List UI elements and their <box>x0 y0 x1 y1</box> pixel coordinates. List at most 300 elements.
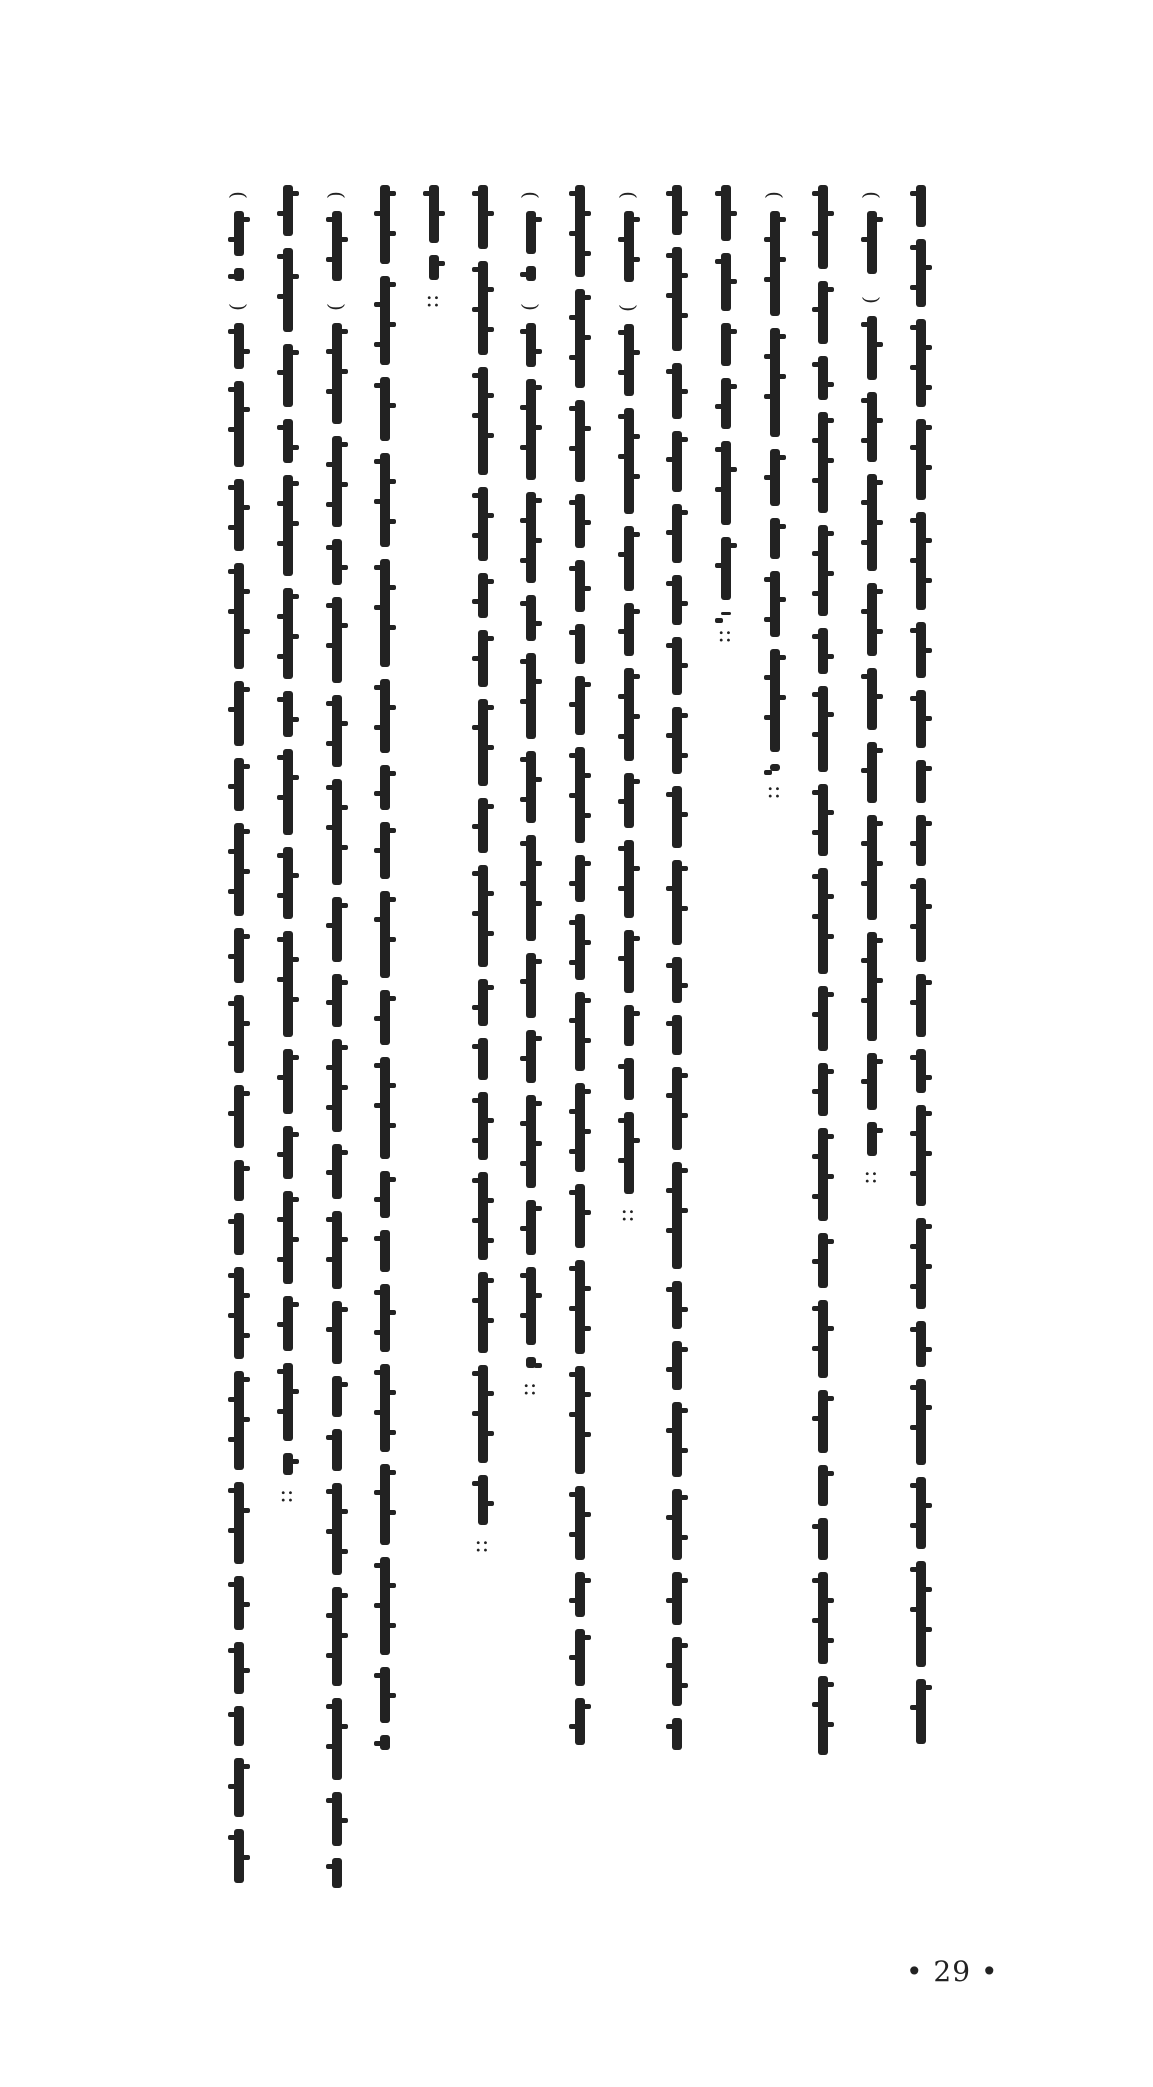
glyph-tooth <box>340 565 348 570</box>
glyph-tooth <box>569 1412 577 1417</box>
word-stroke <box>234 1706 244 1746</box>
glyph-tooth <box>228 274 236 279</box>
glyph-tooth <box>632 714 640 719</box>
glyph-tooth <box>228 569 236 574</box>
word-stroke <box>770 211 780 316</box>
glyph-tooth <box>583 335 591 340</box>
word-stroke <box>770 649 780 752</box>
glyph-tooth <box>291 717 299 722</box>
glyph-tooth <box>826 934 834 939</box>
parenthesis-mark: ( <box>227 191 252 199</box>
glyph-tooth <box>520 1161 528 1166</box>
glyph-tooth <box>326 1489 334 1494</box>
glyph-tooth <box>326 1065 334 1070</box>
glyph-tooth <box>520 558 528 563</box>
parenthesis-mark: ( <box>324 191 349 199</box>
glyph-tooth <box>326 257 334 262</box>
glyph-tooth <box>680 1495 688 1500</box>
glyph-tooth <box>812 1578 820 1583</box>
word-stroke <box>770 328 780 437</box>
glyph-tooth <box>291 350 299 355</box>
glyph-tooth <box>486 433 494 438</box>
glyph-tooth <box>910 245 918 250</box>
glyph-tooth <box>826 712 834 717</box>
glyph-tooth <box>910 365 918 370</box>
glyph-tooth <box>242 1293 250 1298</box>
glyph-tooth <box>632 779 640 784</box>
glyph-tooth <box>680 437 688 442</box>
glyph-tooth <box>826 1069 834 1074</box>
glyph-tooth <box>764 354 772 359</box>
glyph-tooth <box>680 1448 688 1453</box>
glyph-tooth <box>666 530 674 535</box>
glyph-tooth <box>228 1488 236 1493</box>
glyph-tooth <box>826 1682 834 1687</box>
glyph-tooth <box>910 325 918 330</box>
word-stroke <box>672 1015 682 1055</box>
glyph-tooth <box>340 1382 348 1387</box>
glyph-tooth <box>326 1217 334 1222</box>
glyph-tooth <box>569 315 577 320</box>
glyph-tooth <box>826 1598 834 1603</box>
glyph-tooth <box>812 634 820 639</box>
word-stroke <box>283 749 293 835</box>
glyph-tooth <box>326 1653 334 1658</box>
glyph-tooth <box>715 447 723 452</box>
glyph-tooth <box>583 586 591 591</box>
glyph-tooth <box>277 697 285 702</box>
glyph-tooth <box>423 191 431 196</box>
glyph-tooth <box>826 894 834 899</box>
glyph-tooth <box>277 211 285 216</box>
glyph-tooth <box>340 1633 348 1638</box>
word-stroke <box>234 1267 244 1359</box>
glyph-tooth <box>228 1219 236 1224</box>
glyph-tooth <box>277 977 285 982</box>
word-stroke <box>283 1363 293 1441</box>
glyph-tooth <box>924 1264 932 1269</box>
glyph-tooth <box>910 628 918 633</box>
word-stroke <box>380 185 390 264</box>
glyph-tooth <box>910 1284 918 1289</box>
glyph-tooth <box>569 1109 577 1114</box>
sentence-end-mark: :: <box>714 629 739 644</box>
glyph-tooth <box>569 702 577 707</box>
glyph-tooth <box>277 501 285 506</box>
glyph-tooth <box>924 648 932 653</box>
glyph-tooth <box>374 1016 382 1021</box>
glyph-tooth <box>242 1333 250 1338</box>
glyph-tooth <box>472 1298 480 1303</box>
sentence-end-mark: :: <box>860 1170 885 1185</box>
glyph-tooth <box>632 609 640 614</box>
glyph-tooth <box>486 1318 494 1323</box>
glyph-tooth <box>729 467 737 472</box>
glyph-tooth <box>569 1306 577 1311</box>
glyph-tooth <box>632 674 640 679</box>
glyph-tooth <box>666 1093 674 1098</box>
glyph-tooth <box>924 980 932 985</box>
glyph-tooth <box>340 1237 348 1242</box>
glyph-tooth <box>242 1602 250 1607</box>
word-stroke <box>721 441 731 525</box>
glyph-tooth <box>666 1663 674 1668</box>
glyph-tooth <box>632 936 640 941</box>
glyph-tooth <box>666 792 674 797</box>
glyph-tooth <box>242 589 250 594</box>
glyph-tooth <box>486 513 494 518</box>
glyph-tooth <box>388 403 396 408</box>
glyph-tooth <box>812 231 820 236</box>
glyph-tooth <box>812 874 820 879</box>
glyph-tooth <box>242 869 250 874</box>
word-stroke <box>478 865 488 967</box>
glyph-tooth <box>534 679 542 684</box>
glyph-tooth <box>666 1228 674 1233</box>
glyph-tooth <box>534 861 542 866</box>
glyph-tooth <box>228 387 236 392</box>
glyph-tooth <box>486 891 494 896</box>
glyph-tooth <box>910 1171 918 1176</box>
glyph-tooth <box>778 695 786 700</box>
glyph-tooth <box>569 1724 577 1729</box>
glyph-tooth <box>680 273 688 278</box>
glyph-tooth <box>374 211 382 216</box>
glyph-tooth <box>680 510 688 515</box>
glyph-tooth <box>242 1377 250 1382</box>
parenthesis-mark: ) <box>519 303 544 311</box>
glyph-tooth <box>583 1635 591 1640</box>
glyph-tooth <box>242 1021 250 1026</box>
glyph-tooth <box>910 841 918 846</box>
glyph-tooth <box>812 1618 820 1623</box>
glyph-tooth <box>569 406 577 411</box>
glyph-tooth <box>618 330 626 335</box>
glyph-tooth <box>680 1073 688 1078</box>
glyph-tooth <box>924 1347 932 1352</box>
glyph-tooth <box>632 866 640 871</box>
glyph-tooth <box>569 793 577 798</box>
glyph-tooth <box>729 543 737 548</box>
glyph-tooth <box>861 398 869 403</box>
glyph-tooth <box>374 302 382 307</box>
glyph-tooth <box>680 1208 688 1213</box>
glyph-tooth <box>486 985 494 990</box>
glyph-tooth <box>764 770 772 775</box>
glyph-tooth <box>812 692 820 697</box>
glyph-tooth <box>520 881 528 886</box>
glyph-tooth <box>340 1818 348 1823</box>
glyph-tooth <box>875 480 883 485</box>
glyph-tooth <box>388 1510 396 1515</box>
parenthesis-mark: ( <box>616 191 641 199</box>
glyph-tooth <box>812 1089 820 1094</box>
glyph-tooth <box>924 716 932 721</box>
glyph-tooth <box>680 1113 688 1118</box>
glyph-tooth <box>486 1431 494 1436</box>
glyph-tooth <box>666 1188 674 1193</box>
glyph-tooth <box>583 520 591 525</box>
glyph-tooth <box>569 1532 577 1537</box>
word-stroke <box>526 835 536 941</box>
glyph-tooth <box>472 824 480 829</box>
glyph-tooth <box>374 499 382 504</box>
word-stroke <box>818 686 828 772</box>
glyph-tooth <box>569 1149 577 1154</box>
glyph-tooth <box>374 791 382 796</box>
glyph-tooth <box>388 1390 396 1395</box>
glyph-tooth <box>569 1190 577 1195</box>
glyph-tooth <box>812 1524 820 1529</box>
glyph-tooth <box>534 1101 542 1106</box>
glyph-tooth <box>583 1038 591 1043</box>
glyph-tooth <box>520 329 528 334</box>
glyph-tooth <box>326 1613 334 1618</box>
glyph-tooth <box>242 934 250 939</box>
word-stroke <box>818 1676 828 1755</box>
glyph-tooth <box>910 1385 918 1390</box>
glyph-tooth <box>242 407 250 412</box>
glyph-tooth <box>340 623 348 628</box>
glyph-tooth <box>812 438 820 443</box>
glyph-tooth <box>388 585 396 590</box>
glyph-tooth <box>486 1278 494 1283</box>
sentence-end-mark: :: <box>276 1489 301 1504</box>
word-stroke <box>478 1272 488 1353</box>
glyph-tooth <box>472 533 480 538</box>
glyph-tooth <box>340 903 348 908</box>
glyph-tooth <box>437 261 445 266</box>
glyph-tooth <box>277 755 285 760</box>
glyph-tooth <box>910 1705 918 1710</box>
glyph-tooth <box>583 251 591 256</box>
word-stroke <box>867 392 877 462</box>
glyph-tooth <box>778 597 786 602</box>
glyph-tooth <box>569 191 577 196</box>
glyph-tooth <box>534 901 542 906</box>
glyph-tooth <box>228 849 236 854</box>
glyph-tooth <box>715 487 723 492</box>
glyph-tooth <box>632 257 640 262</box>
glyph-tooth <box>826 1134 834 1139</box>
word-stroke <box>575 1486 585 1560</box>
glyph-tooth <box>826 211 834 216</box>
word-stroke <box>478 487 488 561</box>
glyph-tooth <box>388 828 396 833</box>
glyph-tooth <box>910 1327 918 1332</box>
glyph-tooth <box>534 1206 542 1211</box>
word-stroke <box>916 419 926 500</box>
word-stroke <box>332 597 342 683</box>
glyph-tooth <box>388 1693 396 1698</box>
glyph-tooth <box>826 1638 834 1643</box>
glyph-tooth <box>680 1578 688 1583</box>
glyph-tooth <box>666 1428 674 1433</box>
glyph-tooth <box>569 1492 577 1497</box>
glyph-tooth <box>291 1237 299 1242</box>
page-number: • 29 • <box>906 1955 999 1988</box>
glyph-tooth <box>277 370 285 375</box>
glyph-tooth <box>277 254 285 259</box>
glyph-tooth <box>569 920 577 925</box>
word-stroke <box>234 1482 244 1564</box>
glyph-tooth <box>374 1563 382 1568</box>
glyph-tooth <box>618 694 626 699</box>
word-stroke <box>332 1211 342 1289</box>
glyph-tooth <box>374 1197 382 1202</box>
word-stroke <box>234 563 244 669</box>
glyph-tooth <box>680 1683 688 1688</box>
glyph-tooth <box>340 237 348 242</box>
glyph-tooth <box>778 217 786 222</box>
glyph-tooth <box>875 629 883 634</box>
glyph-tooth <box>277 1369 285 1374</box>
glyph-tooth <box>520 272 528 277</box>
glyph-tooth <box>666 1021 674 1026</box>
glyph-tooth <box>388 771 396 776</box>
glyph-tooth <box>826 458 834 463</box>
glyph-tooth <box>618 370 626 375</box>
glyph-tooth <box>812 551 820 556</box>
sentence-end-mark: :: <box>762 785 788 800</box>
glyph-tooth <box>632 1138 640 1143</box>
glyph-tooth <box>486 1501 494 1506</box>
glyph-tooth <box>374 383 382 388</box>
glyph-tooth <box>583 426 591 431</box>
glyph-tooth <box>569 500 577 505</box>
glyph-tooth <box>472 911 480 916</box>
glyph-tooth <box>437 211 445 216</box>
glyph-tooth <box>812 362 820 367</box>
glyph-tooth <box>924 1503 932 1508</box>
word-stroke <box>332 1858 342 1888</box>
glyph-tooth <box>875 938 883 943</box>
glyph-tooth <box>472 1411 480 1416</box>
glyph-tooth <box>924 1075 932 1080</box>
glyph-tooth <box>924 1627 932 1632</box>
word-stroke <box>672 247 682 351</box>
glyph-tooth <box>520 1226 528 1231</box>
glyph-tooth <box>569 1266 577 1271</box>
glyph-tooth <box>374 917 382 922</box>
glyph-tooth <box>618 734 626 739</box>
glyph-tooth <box>277 937 285 942</box>
glyph-tooth <box>666 581 674 586</box>
glyph-tooth <box>666 253 674 258</box>
glyph-tooth <box>228 1111 236 1116</box>
glyph-tooth <box>291 1302 299 1307</box>
glyph-tooth <box>534 217 542 222</box>
glyph-tooth <box>715 191 723 196</box>
parenthesis-mark: ( <box>860 191 884 199</box>
glyph-tooth <box>764 577 772 582</box>
glyph-tooth <box>374 725 382 730</box>
glyph-tooth <box>486 393 494 398</box>
glyph-tooth <box>666 191 674 196</box>
glyph-tooth <box>583 1286 591 1291</box>
glyph-tooth <box>228 889 236 894</box>
glyph-tooth <box>388 937 396 942</box>
glyph-tooth <box>472 871 480 876</box>
glyph-tooth <box>242 687 250 692</box>
glyph-tooth <box>228 707 236 712</box>
word-stroke <box>380 1464 390 1545</box>
glyph-tooth <box>228 1437 236 1442</box>
glyph-tooth <box>520 518 528 523</box>
glyph-tooth <box>764 394 772 399</box>
sentence-end-mark: :: <box>616 1208 642 1223</box>
glyph-tooth <box>520 797 528 802</box>
glyph-tooth <box>326 1435 334 1440</box>
glyph-tooth <box>618 454 626 459</box>
glyph-tooth <box>472 267 480 272</box>
glyph-tooth <box>228 1397 236 1402</box>
glyph-tooth <box>340 721 348 726</box>
glyph-tooth <box>326 1529 334 1534</box>
glyph-tooth <box>374 1330 382 1335</box>
glyph-tooth <box>666 1287 674 1292</box>
glyph-tooth <box>277 294 285 299</box>
glyph-tooth <box>374 1290 382 1295</box>
glyph-tooth <box>826 287 834 292</box>
glyph-tooth <box>340 1085 348 1090</box>
glyph-tooth <box>583 1512 591 1517</box>
glyph-tooth <box>812 1416 820 1421</box>
glyph-tooth <box>826 810 834 815</box>
glyph-tooth <box>875 342 883 347</box>
glyph-tooth <box>326 923 334 928</box>
glyph-tooth <box>875 748 883 753</box>
glyph-tooth <box>910 1483 918 1488</box>
glyph-tooth <box>388 1623 396 1628</box>
glyph-tooth <box>924 425 932 430</box>
glyph-tooth <box>326 1000 334 1005</box>
glyph-tooth <box>534 777 542 782</box>
glyph-tooth <box>666 963 674 968</box>
word-stroke <box>380 559 390 667</box>
glyph-tooth <box>388 897 396 902</box>
glyph-tooth <box>826 1326 834 1331</box>
glyph-tooth <box>340 369 348 374</box>
glyph-tooth <box>875 217 883 222</box>
word-stroke <box>380 276 390 365</box>
glyph-tooth <box>472 599 480 604</box>
glyph-tooth <box>242 505 250 510</box>
glyph-tooth <box>242 1166 250 1171</box>
word-stroke <box>332 779 342 885</box>
glyph-tooth <box>583 682 591 687</box>
glyph-tooth <box>666 1724 674 1729</box>
parenthesis-mark: ) <box>324 303 349 311</box>
glyph-tooth <box>374 1741 382 1746</box>
glyph-tooth <box>632 474 640 479</box>
word-stroke <box>818 784 828 856</box>
glyph-tooth <box>875 418 883 423</box>
word-stroke <box>867 815 877 920</box>
glyph-tooth <box>520 1273 528 1278</box>
glyph-tooth <box>472 307 480 312</box>
glyph-tooth <box>910 445 918 450</box>
glyph-tooth <box>764 475 772 480</box>
glyph-tooth <box>924 385 932 390</box>
word-stroke <box>818 185 828 269</box>
glyph-tooth <box>326 1170 334 1175</box>
glyph-tooth <box>228 1273 236 1278</box>
glyph-tooth <box>291 445 299 450</box>
glyph-tooth <box>826 654 834 659</box>
glyph-tooth <box>242 217 250 222</box>
glyph-tooth <box>618 1118 626 1123</box>
